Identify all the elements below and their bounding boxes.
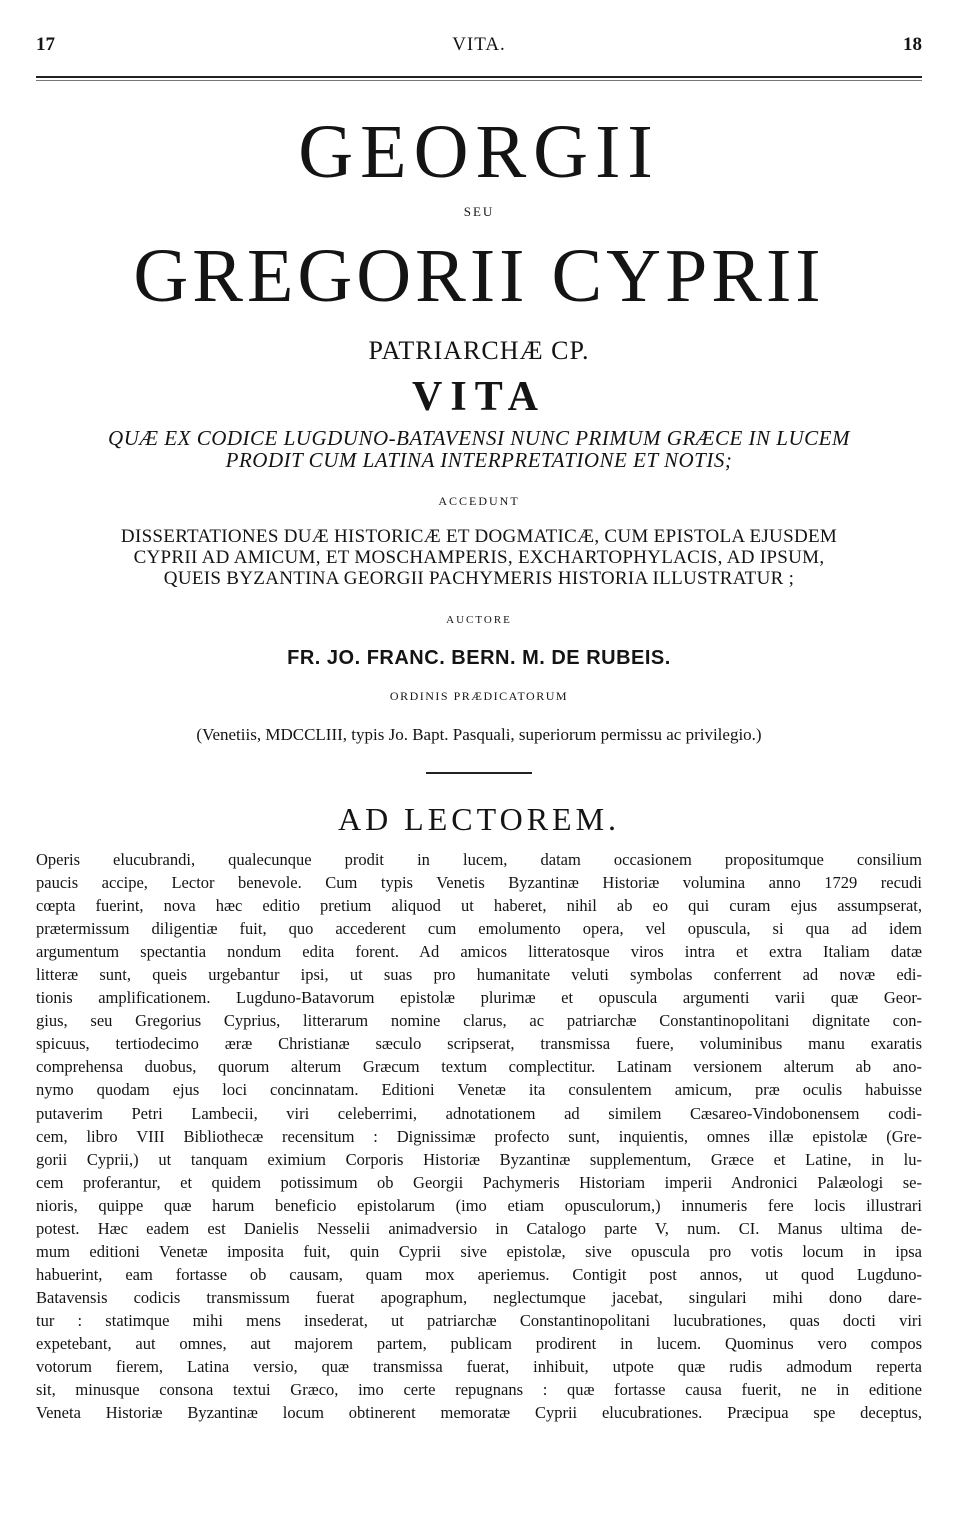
- header-rule: [36, 76, 922, 78]
- book-page: [36, 0, 922, 1540]
- subtitle-line: QUÆ EX CODICE LUGDUNO-BATAVENSI NUNC PRIMUM GRÆCE IN LUCEM: [108, 426, 850, 450]
- accedunt-label: ACCEDUNT: [438, 494, 520, 508]
- running-head: [36, 34, 922, 58]
- section-heading: AD LECTOREM.: [337, 801, 621, 837]
- text-line: comprehensa duobus, quorum alterum Græcum textum complectitur. Latinam versionem alterum ab ano-: [36, 1057, 922, 1077]
- title-gregorii-cyprii: GREGORII CYPRII: [133, 234, 825, 318]
- text-line: argumentum spectantia nondum edita forent. Ad amicos litteratosque viros intra et extra Italiam datæ: [36, 942, 922, 962]
- text-line: votorum fierem, Latina versio, quæ transmissa fuerat, inhibuit, utpote quæ rudis admodum reperta: [36, 1357, 922, 1377]
- author-name: FR. JO. FRANC. BERN. M. DE RUBEIS.: [287, 647, 671, 669]
- text-line: mum editioni Venetæ imposita fuit, quin Cyprii sive epistolæ, sive opuscula pro votis locum in ipsa: [36, 1241, 922, 1261]
- page-number-left: 17: [36, 34, 55, 55]
- text-line: expetebant, aut omnes, aut majorem partem, publicam prodirent in lucem. Quominus vero compos: [36, 1333, 922, 1353]
- imprint-line: (Venetiis, MDCCLIII, typis Jo. Bapt. Pasquali, superiorum permissu ac privilegio.): [196, 725, 762, 744]
- text-line: Operis elucubrandi, qualecunque prodit in lucem, datam occasionem propositumque consilium: [36, 850, 922, 869]
- text-line: litteræ sunt, queis urgebantur ipsi, ut suas pro humanitate veluti symbolas conferrent ad novæ edi-: [36, 965, 922, 985]
- page-number-right: 18: [903, 34, 922, 55]
- title-seu: SEU: [463, 204, 495, 219]
- auctore-label: AUCTORE: [446, 614, 512, 626]
- text-line: habuerint, eam fortasse ob causam, quam mox aperiemus. Contigit post annos, ut quod Lugduno-: [36, 1264, 922, 1284]
- dissertationes-block: [36, 526, 922, 589]
- text-line: spicuus, tertiodecimo æræ Christianæ sæculo scripserat, transmissa fuere, voluminibus manu exaratis: [36, 1034, 922, 1054]
- text-line: paucis accipe, Lector benevole. Cum typis Venetis Byzantinæ Historiæ volumina anno 1729 recudi: [36, 873, 922, 893]
- text-line: gorii Cyprii,) ut tanquam eximium Corporis Historiæ Byzantinæ supplementum, Græce et Latine, in lu-: [36, 1149, 922, 1169]
- dissertationes-line: DISSERTATIONES DUÆ HISTORICÆ ET DOGMATICÆ, CUM EPISTOLA EJUSDEM: [120, 526, 838, 547]
- text-line: Batavensis codicis transmissum fuerat apographum, neglectumque jacebat, singulari mihi dono dare-: [36, 1287, 922, 1307]
- text-line: potest. Hæc eadem est Danielis Nesselii animadversio in Catalogo parte V, num. CI. Manus ultima de-: [36, 1218, 922, 1238]
- header-rule-thin: [36, 80, 922, 81]
- text-line: gius, seu Gregorius Cyprius, litterarum nomine clarus, ac patriarchæ Constantinopolitani dignitate con-: [36, 1011, 922, 1031]
- subtitle-quae: [36, 427, 922, 471]
- dissertationes-line: QUEIS BYZANTINA GEORGII PACHYMERIS HISTORIA ILLUSTRATUR ;: [163, 568, 795, 589]
- text-line: Veneta Historiæ Byzantinæ locum obtinerent memoratæ Cyprii elucubrationes. Præcipua spe deceptus,: [36, 1403, 922, 1423]
- subtitle-line: PRODIT CUM LATINA INTERPRETATIONE ET NOTIS;: [225, 448, 733, 472]
- dissertationes-line: CYPRII AD AMICUM, ET MOSCHAMPERIS, EXCHARTOPHYLACIS, AD IPSUM,: [133, 547, 825, 568]
- title-patriarch: PATRIARCHÆ CP.: [368, 336, 590, 365]
- title-vita: VITA: [412, 374, 546, 420]
- text-line: tur : statimque mihi mens insederat, ut patriarchæ Constantinopolitani lucubrationes, quas docti viri: [36, 1310, 922, 1330]
- text-line: putaverim Petri Lambecii, viri celeberrimi, adnotationem ad similem Cæsareo-Vindobonensem codi-: [36, 1103, 922, 1123]
- running-title: VITA.: [452, 34, 506, 55]
- text-line: cœpta fuerint, nova hæc editio pretium aliquod ut haberet, nihil ab eo qui curam ejus assumpserat,: [36, 896, 922, 916]
- text-line: cem, libro VIII Bibliothecæ recensitum : Dignissimæ profecto sunt, inquientis, omnes illæ epistolæ (Gre-: [36, 1126, 922, 1146]
- order-label: ORDINIS PRÆDICATORUM: [389, 689, 569, 703]
- text-line: sit, minusque consona textui Græco, imo certe repugnans : quæ fortasse causa fuerit, ne in editione: [36, 1380, 922, 1400]
- title-georgii: GEORGII: [298, 110, 660, 194]
- text-line: nioris, quippe quæ harum beneficio epistolarum (imo etiam opusculorum,) innumeris fere locis illustrari: [36, 1195, 922, 1215]
- text-line: cem proferantur, et quidem potissimum ob Georgii Pachymeris Historiam imperii Andronici Palæologi se-: [36, 1172, 922, 1192]
- section-divider: [426, 772, 532, 774]
- preface-text: [36, 848, 922, 1424]
- text-line: nymo quodam ejus loci concinnatam. Editioni Venetæ ita consulentem amicum, præ oculis habuisse: [36, 1080, 922, 1100]
- text-line: prætermissum diligentiæ fuit, quo accederent cum emolumento opera, vel opuscula, si qua ad idem: [36, 919, 922, 939]
- text-line: tionis amplificationem. Lugduno-Batavorum epistolæ plurimæ et opuscula argumenti varii quæ Geor-: [36, 988, 922, 1008]
